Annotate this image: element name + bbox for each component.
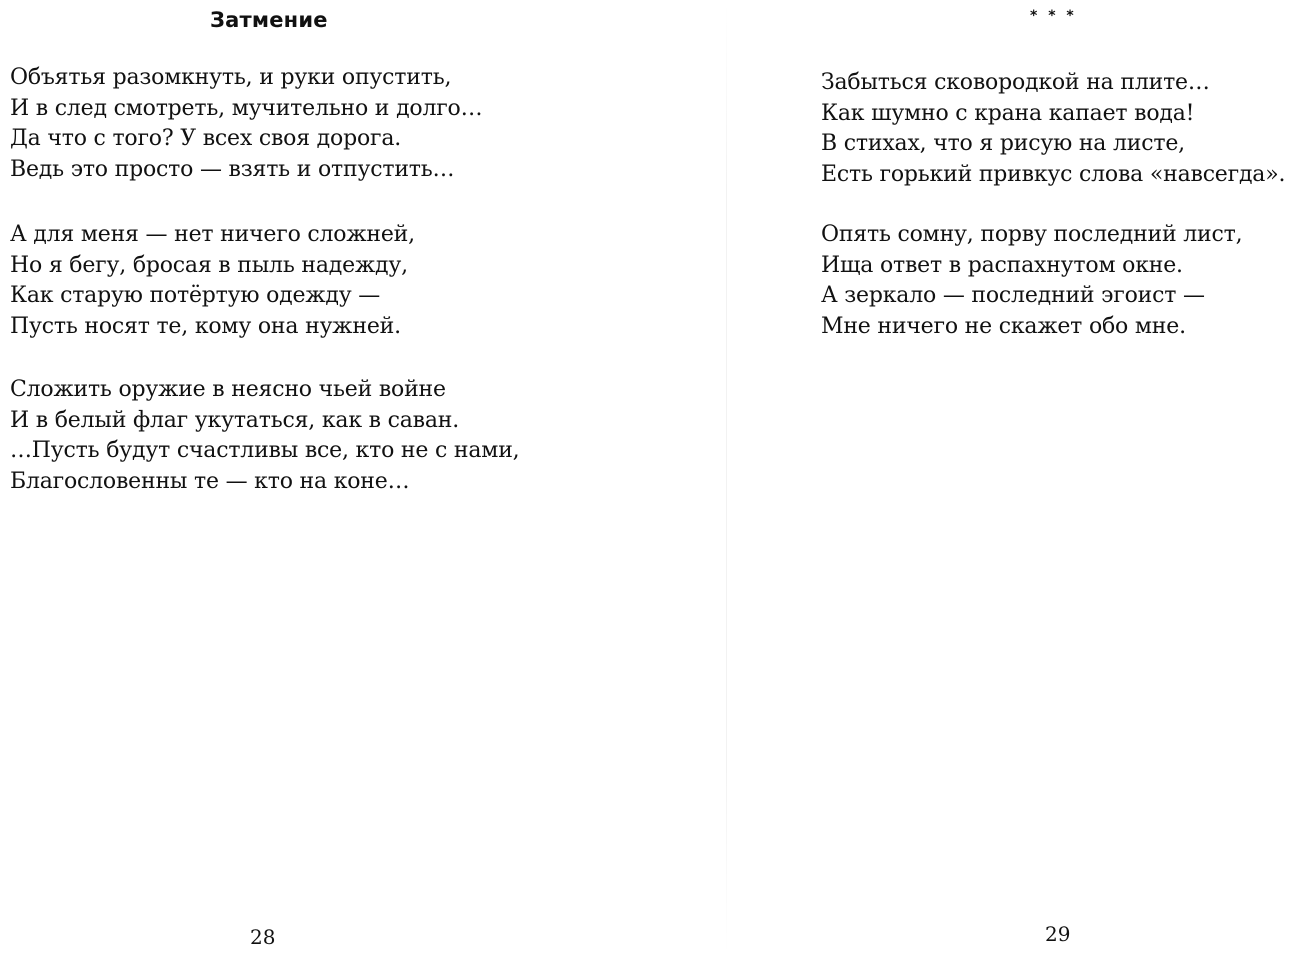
stanza-2 xyxy=(10,220,415,342)
page-number: 29 xyxy=(1045,922,1071,946)
verse-line: Ища ответ в распахнутом окне. xyxy=(821,252,1183,278)
verse-line: Мне ничего не скажет обо мне. xyxy=(821,313,1186,339)
verse-line: И в след смотреть, мучительно и долго… xyxy=(10,95,483,121)
poem-title: Затмение xyxy=(210,8,328,32)
verse-line: А для меня — нет ничего сложней, xyxy=(10,222,415,247)
verse-line: И в белый флаг укутаться, как в саван. xyxy=(10,407,460,433)
verse-line: …Пусть будут счастливы все, кто не с нами, xyxy=(10,438,520,463)
page-number: 28 xyxy=(250,925,276,949)
verse-line: Опять сомну, порву последний лист, xyxy=(821,222,1243,247)
verse-line: Забыться сковородкой на плите… xyxy=(821,70,1210,95)
stanza-3 xyxy=(10,375,519,497)
stanza-2 xyxy=(821,220,1242,342)
verse-line: Пусть носят те, кому она нужней. xyxy=(10,313,401,339)
verse-line: Как старую потёртую одежду — xyxy=(10,283,381,308)
stanza-1 xyxy=(10,63,482,185)
verse-line: А зеркало — последний эгоист — xyxy=(821,283,1205,308)
poem-asterism-title: * * * xyxy=(1030,8,1077,24)
verse-line: Есть горький привкус слова «навсегда». xyxy=(821,161,1286,187)
verse-line: Но я бегу, бросая в пыль надежду, xyxy=(10,252,408,278)
right-page xyxy=(650,0,1295,957)
verse-line: Как шумно с крана капает вода! xyxy=(821,100,1195,126)
verse-line: Благословенны те — кто на коне… xyxy=(10,468,410,494)
stanza-1 xyxy=(821,68,1285,190)
verse-line: Объятья разомкнуть, и руки опустить, xyxy=(10,65,452,90)
verse-line: Сложить оружие в неясно чьей войне xyxy=(10,377,446,402)
verse-line: В стихах, что я рисую на листе, xyxy=(821,131,1185,156)
verse-line: Да что с того? У всех своя дорога. xyxy=(10,126,402,151)
verse-line: Ведь это просто — взять и отпустить… xyxy=(10,156,455,182)
